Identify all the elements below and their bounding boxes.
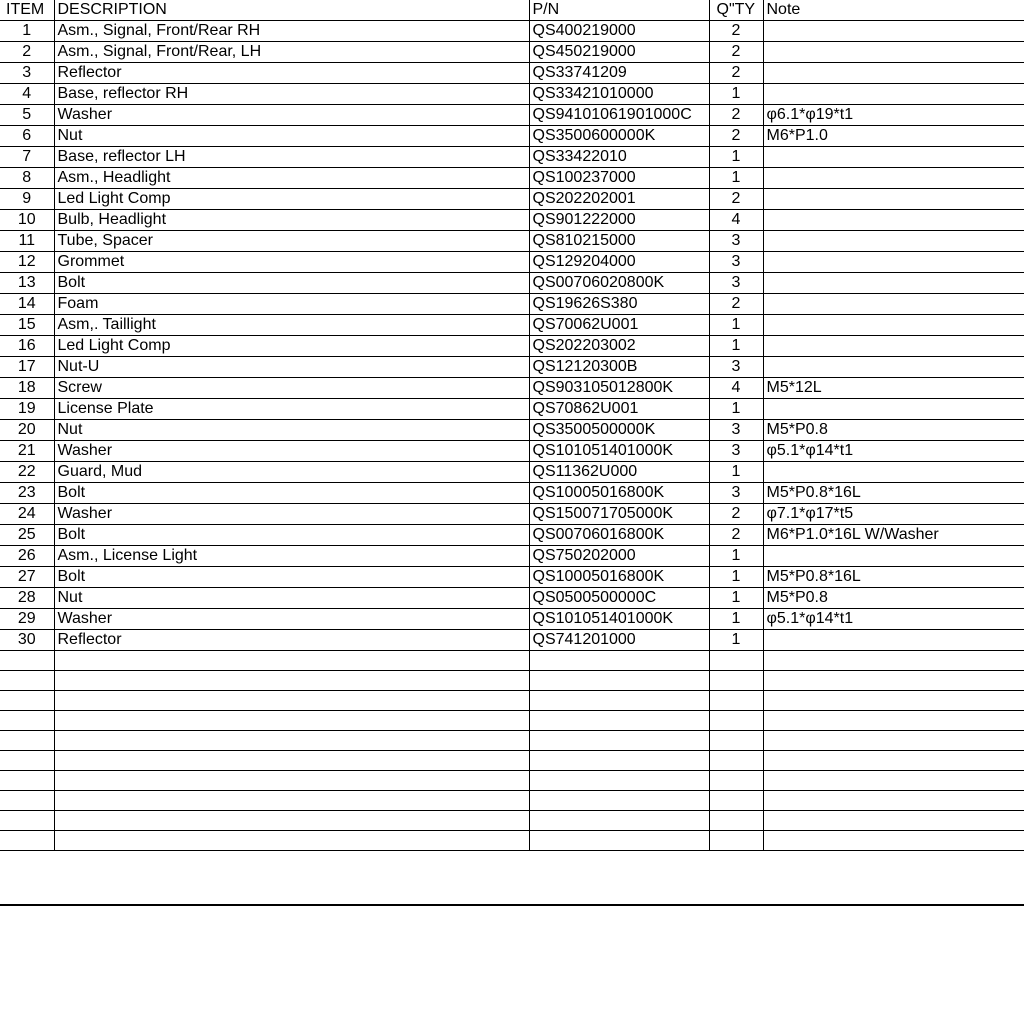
cell-note bbox=[763, 168, 1024, 189]
table-row bbox=[0, 504, 1024, 525]
cell-quantity: 2 bbox=[709, 42, 763, 63]
cell-description: Screw bbox=[54, 378, 529, 399]
cell-quantity: 1 bbox=[709, 147, 763, 168]
cell-part-number: QS3500500000K bbox=[529, 420, 709, 441]
cell-item: 19 bbox=[0, 399, 54, 420]
cell-note bbox=[763, 273, 1024, 294]
cell-item: 18 bbox=[0, 378, 54, 399]
cell-quantity: 2 bbox=[709, 525, 763, 546]
cell-description bbox=[54, 771, 529, 791]
cell-item: 1 bbox=[0, 21, 54, 42]
table-row bbox=[0, 651, 1024, 671]
table-row bbox=[0, 168, 1024, 189]
cell-item: 30 bbox=[0, 630, 54, 651]
cell-note bbox=[763, 357, 1024, 378]
cell-quantity bbox=[709, 711, 763, 731]
cell-item: 11 bbox=[0, 231, 54, 252]
cell-item: 26 bbox=[0, 546, 54, 567]
cell-quantity bbox=[709, 731, 763, 751]
cell-quantity: 2 bbox=[709, 294, 763, 315]
table-row bbox=[0, 315, 1024, 336]
table-row bbox=[0, 546, 1024, 567]
cell-part-number: QS100237000 bbox=[529, 168, 709, 189]
cell-note bbox=[763, 831, 1024, 851]
cell-description: Guard, Mud bbox=[54, 462, 529, 483]
cell-note bbox=[763, 731, 1024, 751]
cell-part-number bbox=[529, 771, 709, 791]
header-item: ITEM bbox=[0, 0, 54, 21]
cell-note: M6*P1.0*16L W/Washer bbox=[763, 525, 1024, 546]
cell-quantity: 3 bbox=[709, 420, 763, 441]
cell-part-number: QS202203002 bbox=[529, 336, 709, 357]
cell-part-number: QS00706020800K bbox=[529, 273, 709, 294]
table-row bbox=[0, 462, 1024, 483]
cell-note: M5*P0.8*16L bbox=[763, 483, 1024, 504]
cell-note: M5*P0.8*16L bbox=[763, 567, 1024, 588]
cell-part-number: QS400219000 bbox=[529, 21, 709, 42]
table-row bbox=[0, 189, 1024, 210]
cell-note bbox=[763, 751, 1024, 771]
cell-description: Reflector bbox=[54, 63, 529, 84]
cell-quantity: 1 bbox=[709, 399, 763, 420]
cell-part-number: QS101051401000K bbox=[529, 441, 709, 462]
cell-note bbox=[763, 147, 1024, 168]
cell-description: Washer bbox=[54, 609, 529, 630]
table-row bbox=[0, 210, 1024, 231]
table-row bbox=[0, 525, 1024, 546]
cell-note bbox=[763, 711, 1024, 731]
cell-description: Tube, Spacer bbox=[54, 231, 529, 252]
cell-description: Washer bbox=[54, 504, 529, 525]
table-row bbox=[0, 84, 1024, 105]
table-row bbox=[0, 691, 1024, 711]
cell-part-number: QS901222000 bbox=[529, 210, 709, 231]
table-row bbox=[0, 294, 1024, 315]
cell-quantity: 1 bbox=[709, 630, 763, 651]
table-row bbox=[0, 831, 1024, 851]
cell-quantity: 3 bbox=[709, 273, 763, 294]
cell-note bbox=[763, 210, 1024, 231]
cell-note bbox=[763, 399, 1024, 420]
cell-part-number: QS33421010000 bbox=[529, 84, 709, 105]
cell-part-number: QS12120300B bbox=[529, 357, 709, 378]
cell-item: 2 bbox=[0, 42, 54, 63]
cell-note: φ7.1*φ17*t5 bbox=[763, 504, 1024, 525]
cell-quantity: 1 bbox=[709, 609, 763, 630]
cell-quantity: 2 bbox=[709, 504, 763, 525]
table-row bbox=[0, 336, 1024, 357]
cell-quantity: 2 bbox=[709, 105, 763, 126]
table-row bbox=[0, 811, 1024, 831]
cell-quantity: 2 bbox=[709, 189, 763, 210]
table-header-row bbox=[0, 0, 1024, 21]
cell-note bbox=[763, 315, 1024, 336]
cell-part-number: QS202202001 bbox=[529, 189, 709, 210]
cell-note bbox=[763, 21, 1024, 42]
cell-description: Reflector bbox=[54, 630, 529, 651]
cell-description: Bolt bbox=[54, 273, 529, 294]
cell-part-number: QS10005016800K bbox=[529, 567, 709, 588]
cell-part-number: QS70062U001 bbox=[529, 315, 709, 336]
cell-note bbox=[763, 791, 1024, 811]
cell-description: Bolt bbox=[54, 567, 529, 588]
table-row bbox=[0, 630, 1024, 651]
cell-quantity: 3 bbox=[709, 252, 763, 273]
cell-note bbox=[763, 294, 1024, 315]
cell-part-number: QS450219000 bbox=[529, 42, 709, 63]
cell-item bbox=[0, 691, 54, 711]
cell-note: M5*P0.8 bbox=[763, 588, 1024, 609]
table-row bbox=[0, 126, 1024, 147]
cell-quantity bbox=[709, 811, 763, 831]
cell-description: Nut-U bbox=[54, 357, 529, 378]
cell-item: 20 bbox=[0, 420, 54, 441]
cell-description bbox=[54, 751, 529, 771]
cell-note bbox=[763, 462, 1024, 483]
cell-item: 21 bbox=[0, 441, 54, 462]
cell-description bbox=[54, 791, 529, 811]
header-description: DESCRIPTION bbox=[54, 0, 529, 21]
header-part-number: P/N bbox=[529, 0, 709, 21]
cell-item: 15 bbox=[0, 315, 54, 336]
cell-part-number: QS00706016800K bbox=[529, 525, 709, 546]
cell-item: 10 bbox=[0, 210, 54, 231]
cell-description: License Plate bbox=[54, 399, 529, 420]
cell-quantity: 1 bbox=[709, 462, 763, 483]
cell-quantity: 4 bbox=[709, 210, 763, 231]
cell-item: 8 bbox=[0, 168, 54, 189]
cell-description: Led Light Comp bbox=[54, 189, 529, 210]
cell-item: 5 bbox=[0, 105, 54, 126]
cell-note: M6*P1.0 bbox=[763, 126, 1024, 147]
table-row bbox=[0, 399, 1024, 420]
cell-note bbox=[763, 546, 1024, 567]
cell-part-number: QS129204000 bbox=[529, 252, 709, 273]
cell-description: Washer bbox=[54, 441, 529, 462]
cell-note: φ5.1*φ14*t1 bbox=[763, 441, 1024, 462]
cell-part-number bbox=[529, 751, 709, 771]
cell-description: Base, reflector RH bbox=[54, 84, 529, 105]
cell-description: Bolt bbox=[54, 525, 529, 546]
table-row bbox=[0, 42, 1024, 63]
table-row bbox=[0, 147, 1024, 168]
table-row bbox=[0, 378, 1024, 399]
cell-note: φ6.1*φ19*t1 bbox=[763, 105, 1024, 126]
cell-part-number: QS810215000 bbox=[529, 231, 709, 252]
cell-item: 3 bbox=[0, 63, 54, 84]
cell-part-number: QS3500600000K bbox=[529, 126, 709, 147]
cell-quantity: 1 bbox=[709, 168, 763, 189]
cell-item: 27 bbox=[0, 567, 54, 588]
cell-item: 4 bbox=[0, 84, 54, 105]
cell-item: 14 bbox=[0, 294, 54, 315]
cell-item bbox=[0, 711, 54, 731]
cell-description: Nut bbox=[54, 588, 529, 609]
cell-part-number bbox=[529, 731, 709, 751]
cell-item bbox=[0, 751, 54, 771]
cell-part-number: QS101051401000K bbox=[529, 609, 709, 630]
cell-quantity bbox=[709, 651, 763, 671]
cell-description bbox=[54, 731, 529, 751]
cell-part-number bbox=[529, 811, 709, 831]
cell-note bbox=[763, 771, 1024, 791]
table-row bbox=[0, 63, 1024, 84]
table-row bbox=[0, 751, 1024, 771]
cell-description: Asm,. Taillight bbox=[54, 315, 529, 336]
cell-note bbox=[763, 63, 1024, 84]
cell-note bbox=[763, 630, 1024, 651]
cell-part-number: QS741201000 bbox=[529, 630, 709, 651]
cell-part-number: QS0500500000C bbox=[529, 588, 709, 609]
cell-item: 24 bbox=[0, 504, 54, 525]
table-row bbox=[0, 671, 1024, 691]
cell-note bbox=[763, 671, 1024, 691]
cell-item: 28 bbox=[0, 588, 54, 609]
cell-item: 22 bbox=[0, 462, 54, 483]
cell-part-number: QS150071705000K bbox=[529, 504, 709, 525]
cell-description: Nut bbox=[54, 126, 529, 147]
cell-item: 23 bbox=[0, 483, 54, 504]
cell-quantity: 1 bbox=[709, 84, 763, 105]
cell-description: Asm., Signal, Front/Rear, LH bbox=[54, 42, 529, 63]
table-row bbox=[0, 420, 1024, 441]
table-row bbox=[0, 609, 1024, 630]
cell-note bbox=[763, 84, 1024, 105]
cell-part-number bbox=[529, 791, 709, 811]
cell-item: 7 bbox=[0, 147, 54, 168]
table-row bbox=[0, 252, 1024, 273]
cell-item bbox=[0, 671, 54, 691]
cell-note: M5*12L bbox=[763, 378, 1024, 399]
table-row bbox=[0, 771, 1024, 791]
cell-description bbox=[54, 651, 529, 671]
cell-part-number: QS903105012800K bbox=[529, 378, 709, 399]
cell-item bbox=[0, 731, 54, 751]
header-note: Note bbox=[763, 0, 1024, 21]
cell-part-number bbox=[529, 691, 709, 711]
cell-note: M5*P0.8 bbox=[763, 420, 1024, 441]
cell-quantity: 1 bbox=[709, 315, 763, 336]
cell-note bbox=[763, 811, 1024, 831]
table-row bbox=[0, 21, 1024, 42]
cell-item: 25 bbox=[0, 525, 54, 546]
cell-description bbox=[54, 831, 529, 851]
cell-description: Washer bbox=[54, 105, 529, 126]
cell-note bbox=[763, 231, 1024, 252]
cell-part-number: QS33741209 bbox=[529, 63, 709, 84]
cell-description bbox=[54, 671, 529, 691]
table-row bbox=[0, 441, 1024, 462]
cell-quantity: 1 bbox=[709, 336, 763, 357]
cell-item bbox=[0, 831, 54, 851]
cell-quantity: 2 bbox=[709, 126, 763, 147]
cell-quantity bbox=[709, 751, 763, 771]
cell-part-number bbox=[529, 831, 709, 851]
cell-part-number: QS11362U000 bbox=[529, 462, 709, 483]
cell-quantity: 2 bbox=[709, 21, 763, 42]
cell-quantity: 1 bbox=[709, 588, 763, 609]
cell-description: Bulb, Headlight bbox=[54, 210, 529, 231]
table-row bbox=[0, 711, 1024, 731]
cell-part-number: QS70862U001 bbox=[529, 399, 709, 420]
table-row bbox=[0, 105, 1024, 126]
cell-note bbox=[763, 651, 1024, 671]
cell-description: Base, reflector LH bbox=[54, 147, 529, 168]
table-row bbox=[0, 231, 1024, 252]
table-row bbox=[0, 588, 1024, 609]
cell-part-number bbox=[529, 711, 709, 731]
cell-quantity bbox=[709, 671, 763, 691]
cell-item: 6 bbox=[0, 126, 54, 147]
cell-part-number: QS750202000 bbox=[529, 546, 709, 567]
cell-quantity: 3 bbox=[709, 231, 763, 252]
cell-item: 29 bbox=[0, 609, 54, 630]
cell-quantity: 3 bbox=[709, 483, 763, 504]
cell-item bbox=[0, 791, 54, 811]
table-row bbox=[0, 357, 1024, 378]
table-row bbox=[0, 731, 1024, 751]
table-row bbox=[0, 483, 1024, 504]
cell-quantity bbox=[709, 771, 763, 791]
cell-description: Grommet bbox=[54, 252, 529, 273]
cell-item: 16 bbox=[0, 336, 54, 357]
cell-description bbox=[54, 711, 529, 731]
cell-note bbox=[763, 691, 1024, 711]
cell-note: φ5.1*φ14*t1 bbox=[763, 609, 1024, 630]
table-row bbox=[0, 567, 1024, 588]
cell-quantity: 2 bbox=[709, 63, 763, 84]
cell-item bbox=[0, 651, 54, 671]
cell-quantity: 3 bbox=[709, 441, 763, 462]
cell-quantity bbox=[709, 831, 763, 851]
cell-item bbox=[0, 771, 54, 791]
cell-note bbox=[763, 252, 1024, 273]
cell-part-number bbox=[529, 651, 709, 671]
cell-note bbox=[763, 336, 1024, 357]
cell-item bbox=[0, 811, 54, 831]
cell-quantity: 1 bbox=[709, 546, 763, 567]
cell-description bbox=[54, 691, 529, 711]
table-row bbox=[0, 273, 1024, 294]
cell-quantity: 3 bbox=[709, 357, 763, 378]
cell-quantity: 4 bbox=[709, 378, 763, 399]
cell-quantity: 1 bbox=[709, 567, 763, 588]
cell-item: 12 bbox=[0, 252, 54, 273]
cell-part-number: QS19626S380 bbox=[529, 294, 709, 315]
cell-description: Led Light Comp bbox=[54, 336, 529, 357]
cell-part-number bbox=[529, 671, 709, 691]
cell-part-number: QS10005016800K bbox=[529, 483, 709, 504]
cell-description: Foam bbox=[54, 294, 529, 315]
cell-description: Nut bbox=[54, 420, 529, 441]
cell-description: Asm., Signal, Front/Rear RH bbox=[54, 21, 529, 42]
cell-description: Bolt bbox=[54, 483, 529, 504]
cell-item: 9 bbox=[0, 189, 54, 210]
cell-description: Asm., License Light bbox=[54, 546, 529, 567]
cell-quantity bbox=[709, 791, 763, 811]
cell-item: 17 bbox=[0, 357, 54, 378]
table-row bbox=[0, 791, 1024, 811]
cell-item: 13 bbox=[0, 273, 54, 294]
cell-quantity bbox=[709, 691, 763, 711]
header-quantity: Q"TY bbox=[709, 0, 763, 21]
cell-part-number: QS33422010 bbox=[529, 147, 709, 168]
table-body bbox=[0, 21, 1024, 851]
cell-note bbox=[763, 42, 1024, 63]
cell-description bbox=[54, 811, 529, 831]
footer-divider bbox=[0, 904, 1024, 906]
cell-description: Asm., Headlight bbox=[54, 168, 529, 189]
cell-part-number: QS94101061901000C bbox=[529, 105, 709, 126]
cell-note bbox=[763, 189, 1024, 210]
